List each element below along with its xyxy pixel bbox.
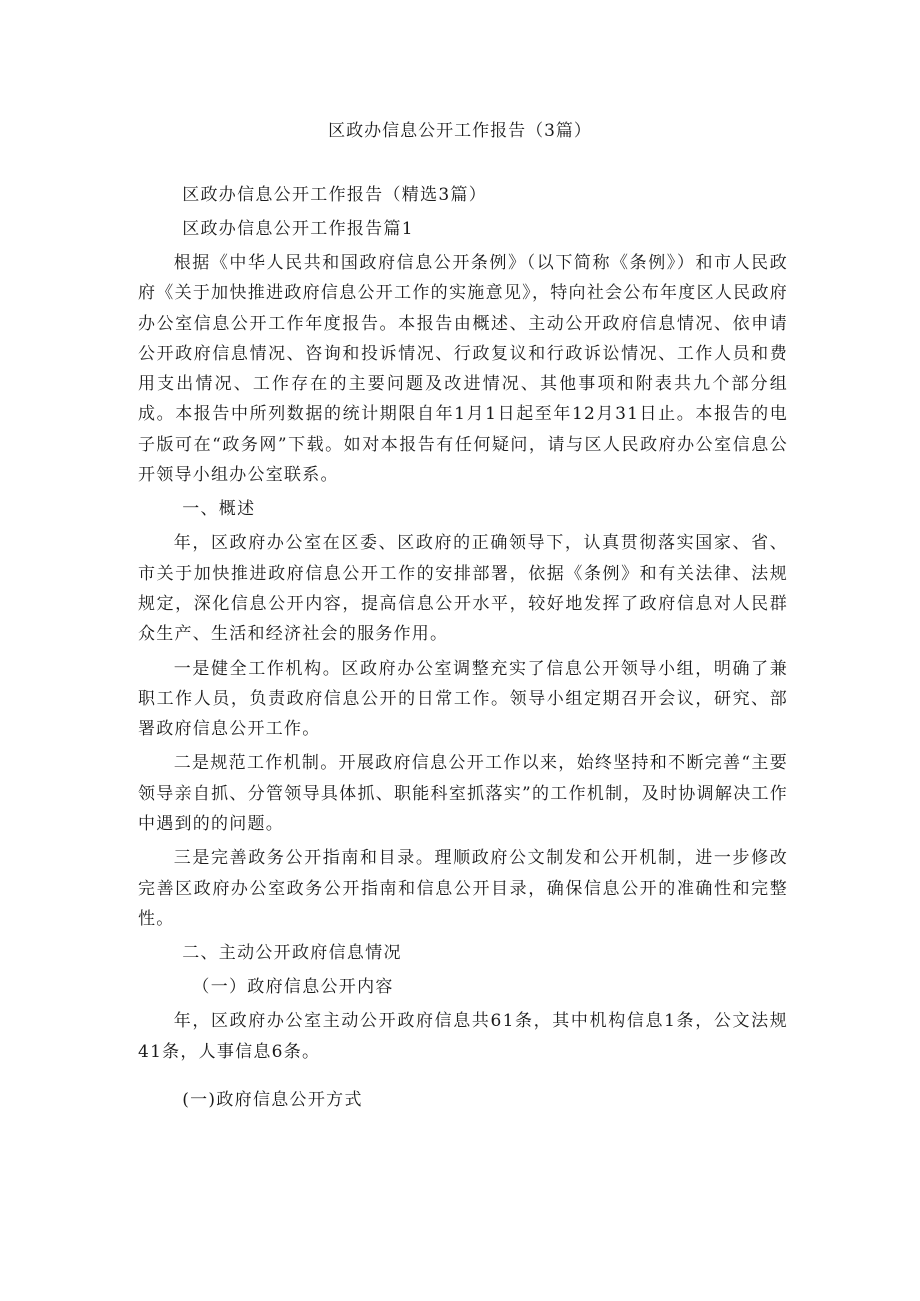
- document-subtitle: 区政办信息公开工作报告（精选3篇）: [182, 185, 488, 205]
- content-stats-paragraph: 年，区政府办公室主动公开政府信息共61条，其中机构信息1条，公文法规41条，人事信息6条。: [138, 1011, 788, 1062]
- point-3-paragraph: 三是完善政务公开指南和目录。理顺政府公文制发和公开机制，进一步修改完善区政府办公室政务公开指南和信息公开目录，确保信息公开的准确性和完整性。: [138, 848, 788, 929]
- point-1-paragraph: 一是健全工作机构。区政府办公室调整充实了信息公开领导小组，明确了兼职工作人员，负责政府信息公开的日常工作。领导小组定期召开会议，研究、部署政府信息公开工作。: [138, 658, 788, 740]
- document-title: 区政办信息公开工作报告（3篇）: [328, 121, 592, 141]
- section-heading: 区政办信息公开工作报告篇1: [182, 219, 414, 239]
- heading-overview: 一、概述: [182, 499, 256, 520]
- document-body: [138, 180, 788, 1119]
- heading-proactive-disclosure: 二、主动公开政府信息情况: [182, 943, 402, 964]
- intro-paragraph: 根据《中华人民共和国政府信息公开条例》（以下简称《条例》）和市人民政府《关于加快推进政府信息公开工作的实施意见》，特向社会公布年度区人民政府办公室信息公开工作年度报告。本报告由概述、主动公开政府信息情况、依申请公开政府信息情况、咨询和投诉情况、行政复议和行政诉讼情况、工作人员和费用支出情况、工作存在的主要问题及改进情况、其他事项和附表共九个部分组成。本报告中所列数据的统计期限自年1月1日起至年12月31日止。本报告的电子版可在“政务网”下载。如对本报告有任何疑问，请与区人民政府办公室信息公开领导小组办公室联系。: [138, 253, 788, 486]
- overview-paragraph: 年，区政府办公室在区委、区政府的正确领导下，认真贯彻落实国家、省、市关于加快推进政府信息公开工作的安排部署，依据《条例》和有关法律、法规规定，深化信息公开内容，提高信息公开水平，较好地发挥了政府信息对人民群众生产、生活和经济社会的服务作用。: [138, 533, 788, 645]
- sub-heading-method: (一)政府信息公开方式: [182, 1089, 363, 1110]
- point-2-paragraph: 二是规范工作机制。开展政府信息公开工作以来，始终坚持和不断完善“主要领导亲自抓、分管领导具体抓、职能科室抓落实”的工作机制，及时协调解决工作中遇到的的问题。: [138, 753, 788, 835]
- sub-heading-content: （一）政府信息公开内容: [192, 977, 394, 998]
